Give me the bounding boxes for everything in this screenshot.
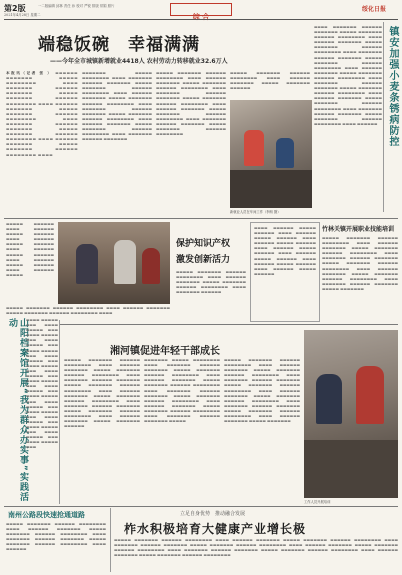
mid-body-col-1: ▬▬▬▬▬ ▬▬▬▬▬▬ ▬▬▬▬ ▬▬▬▬▬▬ ▬▬▬▬▬ ▬▬▬▬▬▬ ▬▬▬▬ ▬▬▬▬▬▬ ▬▬▬▬▬ ▬▬▬▬▬▬ ▬▬▬▬ ▬▬▬▬▬▬ ▬▬▬▬▬ ▬▬▬▬▬▬ ▬▬▬▬ ▬▬▬▬▬▬ ▬▬▬▬▬ ▬▬▬▬▬▬ ▬▬▬▬ ▬▬▬▬▬▬ ▬▬▬▬▬ [6, 222, 54, 277]
highway-headline: 南州公路段快速抢通道路 [8, 511, 85, 519]
cadre-body-col-2: ▬▬▬▬▬▬▬ ▬▬▬▬▬ ▬▬▬▬▬▬▬▬ ▬▬▬▬ ▬▬▬▬▬▬▬ ▬▬▬▬▬▬ ▬▬▬▬▬▬▬ ▬▬▬▬▬ ▬▬▬▬▬▬▬ ▬▬▬▬▬▬ ▬▬▬▬▬▬▬▬ ▬▬▬▬ ▬▬▬▬▬▬ ▬▬▬▬▬▬▬ ▬▬▬▬▬ ▬▬▬▬▬▬▬ ▬▬▬▬▬▬ ▬▬▬▬▬▬▬▬ ▬▬▬▬ ▬▬▬▬▬▬▬ ▬▬▬▬▬▬ ▬▬▬▬▬▬▬ ▬▬▬▬▬ ▬▬▬▬▬▬▬ ▬▬▬▬▬▬ ▬▬▬▬▬▬▬▬ ▬▬▬▬ ▬▬▬▬▬▬ ▬▬▬▬▬▬▬ ▬▬▬▬▬ ▬▬▬▬▬▬▬ ▬▬▬▬▬▬ ▬▬▬▬▬▬▬▬ ▬▬▬▬ ▬▬▬▬▬▬▬ ▬▬▬▬▬▬ ▬▬▬▬▬▬▬ ▬▬▬▬▬ [144, 358, 220, 424]
lead-headline: 端稳饭碗 幸福满满 [38, 35, 200, 55]
page-number: 第2版 [4, 4, 26, 13]
issue-date: 2021年4月28日 星期二 [4, 13, 41, 17]
ip-body: ▬▬▬▬▬ ▬▬▬▬▬▬▬ ▬▬▬▬▬▬ ▬▬▬▬▬▬▬▬ ▬▬▬▬ ▬▬▬▬▬▬ ▬▬▬▬▬▬▬ ▬▬▬▬▬ ▬▬▬▬▬▬▬ ▬▬▬▬▬▬ ▬▬▬▬▬▬▬▬ ▬▬▬▬ ▬▬▬▬▬▬▬ ▬▬▬▬▬▬ [176, 270, 246, 295]
right-vertical-headline: 镇安加强小麦条锈病防控 [387, 26, 398, 147]
lead-body-col-1 [6, 71, 78, 199]
photo-bottom-caption: 工作人员开展培训 [304, 500, 331, 504]
bottom-body: ▬▬▬▬▬ ▬▬▬▬▬▬▬ ▬▬▬▬▬▬ ▬▬▬▬▬▬▬▬ ▬▬▬▬ ▬▬▬▬▬▬ ▬▬▬▬▬▬▬ ▬▬▬▬▬ ▬▬▬▬▬▬▬ ▬▬▬▬▬▬ ▬▬▬▬▬▬▬▬ ▬▬▬▬ ▬▬▬▬▬▬▬ ▬▬▬▬▬▬ ▬▬▬▬▬▬▬ ▬▬▬▬▬ ▬▬▬▬▬▬▬ ▬▬▬▬▬▬ ▬▬▬▬▬▬▬▬ ▬▬▬▬ ▬▬▬▬▬▬ ▬▬▬▬▬▬▬ ▬▬▬▬▬ ▬▬▬▬▬▬▬ ▬▬▬▬▬▬ ▬▬▬▬▬▬▬▬ ▬▬▬▬ ▬▬▬▬▬▬▬ ▬▬▬▬▬▬ ▬▬▬▬▬▬▬ ▬▬▬▬▬ ▬▬▬▬▬▬▬ ▬▬▬▬▬▬ ▬▬▬▬▬▬▬▬ ▬▬▬▬ ▬▬▬▬▬▬ ▬▬▬▬▬▬▬ ▬▬▬▬▬ ▬▬▬▬▬▬▬ ▬▬▬▬▬▬ ▬▬▬▬▬▬▬▬ [114, 538, 398, 558]
photo-figure [244, 130, 264, 166]
bottom-kicker: 立足自身优势 推动融合发展 [180, 511, 246, 517]
photo-meeting [58, 222, 170, 304]
left-column-rule [59, 320, 60, 504]
divider-mid [60, 324, 398, 325]
lead-body-col-2: ▬▬▬▬▬▬▬ ▬▬▬▬▬ ▬▬▬▬▬▬▬▬ ▬▬▬▬ ▬▬▬▬▬▬▬ ▬▬▬▬▬▬ ▬▬▬▬▬▬▬ ▬▬▬▬▬ ▬▬▬▬▬▬▬ ▬▬▬▬▬▬ ▬▬▬▬▬▬▬▬ ▬▬▬▬ ▬▬▬▬▬▬ ▬▬▬▬▬▬▬ ▬▬▬▬▬ ▬▬▬▬▬▬▬ ▬▬▬▬▬▬ ▬▬▬▬▬▬▬▬ ▬▬▬▬ ▬▬▬▬▬▬▬ ▬▬▬▬▬▬ ▬▬▬▬▬▬▬ ▬▬▬▬▬ ▬▬▬▬▬▬▬ ▬▬▬▬▬▬ ▬▬▬▬▬▬▬▬ ▬▬▬▬ ▬▬▬▬▬▬ ▬▬▬▬▬▬▬ ▬▬▬▬▬ ▬▬▬▬▬▬▬ ▬▬▬▬▬▬ ▬▬▬▬▬▬▬▬ ▬▬▬▬ ▬▬▬▬▬▬▬ ▬▬▬▬▬▬ ▬▬▬▬▬▬▬ [82, 71, 152, 142]
photo-figure [76, 244, 98, 284]
mid-body-col-2: ▬▬▬▬▬ ▬▬▬▬▬▬▬ ▬▬▬▬▬▬ ▬▬▬▬▬▬▬▬ ▬▬▬▬ ▬▬▬▬▬▬ ▬▬▬▬▬▬▬ ▬▬▬▬▬ ▬▬▬▬▬▬▬ ▬▬▬▬▬▬ ▬▬▬▬▬▬▬▬ ▬▬▬▬ [6, 306, 170, 316]
bottom-headline: 柞水积极培育大健康产业增长极 [124, 522, 307, 536]
cadre-body-col-1: ▬▬▬▬▬ ▬▬▬▬▬▬▬ ▬▬▬▬▬▬ ▬▬▬▬▬▬▬▬ ▬▬▬▬ ▬▬▬▬▬▬ ▬▬▬▬▬▬▬ ▬▬▬▬▬ ▬▬▬▬▬▬▬ ▬▬▬▬▬▬ ▬▬▬▬▬▬▬▬ ▬▬▬▬ ▬▬▬▬▬▬▬ ▬▬▬▬▬▬ ▬▬▬▬▬▬▬ ▬▬▬▬▬ ▬▬▬▬▬▬▬ ▬▬▬▬▬▬ ▬▬▬▬▬▬▬▬ ▬▬▬▬ ▬▬▬▬▬▬ ▬▬▬▬▬▬▬ ▬▬▬▬▬ ▬▬▬▬▬▬▬ ▬▬▬▬▬▬ ▬▬▬▬▬▬▬▬ ▬▬▬▬ ▬▬▬▬▬▬▬ ▬▬▬▬▬▬ ▬▬▬▬▬▬▬ ▬▬▬▬▬ ▬▬▬▬▬▬▬ ▬▬▬▬▬▬ ▬▬▬▬▬▬▬▬ ▬▬▬▬ ▬▬▬▬▬▬ ▬▬▬▬▬▬▬ ▬▬▬▬▬ ▬▬▬▬▬▬▬ ▬▬▬▬▬▬ [64, 358, 140, 429]
photo-figure [142, 248, 160, 284]
photo-top-caption: 新就业人员在车间工作（李朗 摄） [230, 210, 281, 214]
right-column-rule [383, 22, 384, 212]
lead-body-col-4: ▬▬▬▬▬ ▬▬▬▬▬▬▬ ▬▬▬▬▬▬ ▬▬▬▬▬▬▬▬ ▬▬▬▬ ▬▬▬▬▬▬ ▬▬▬▬▬▬▬ ▬▬▬▬▬ ▬▬▬▬▬▬▬ ▬▬▬▬▬▬ [230, 71, 310, 91]
divider-lead [4, 218, 398, 219]
photo-figure [114, 240, 136, 284]
divider-lower [4, 506, 398, 507]
header-rule [4, 19, 398, 20]
commentary-body: ▬▬▬▬ ▬▬▬▬▬▬ ▬▬▬▬▬ ▬▬▬▬▬▬ ▬▬▬▬ ▬▬▬▬▬▬ ▬▬▬▬▬ ▬▬▬▬▬▬ ▬▬▬▬ ▬▬▬▬▬▬ ▬▬▬▬▬ ▬▬▬▬▬▬ ▬▬▬▬ ▬▬▬▬▬▬ ▬▬▬▬▬ ▬▬▬▬▬▬ ▬▬▬▬ ▬▬▬▬▬▬ ▬▬▬▬▬ ▬▬▬▬▬▬ ▬▬▬▬ ▬▬▬▬▬▬ ▬▬▬▬▬ ▬▬▬▬▬▬ ▬▬▬▬ ▬▬▬▬▬▬ ▬▬▬▬▬ ▬▬▬▬▬▬ [254, 226, 316, 276]
paper-name: 绥化日报 [362, 6, 387, 13]
lead-subhead: ——今年全市城镇新增就业4418人 农村劳动力转移就业32.6万人 [50, 58, 228, 65]
commentary-box [250, 222, 320, 322]
lead-body-col-3: ▬▬▬▬▬ ▬▬▬▬▬▬▬ ▬▬▬▬▬▬ ▬▬▬▬▬▬▬▬ ▬▬▬▬ ▬▬▬▬▬▬ ▬▬▬▬▬▬▬ ▬▬▬▬▬ ▬▬▬▬▬▬▬ ▬▬▬▬▬▬ ▬▬▬▬▬▬▬▬ ▬▬▬▬ ▬▬▬▬▬▬▬ ▬▬▬▬▬▬ ▬▬▬▬▬▬▬ ▬▬▬▬▬ ▬▬▬▬▬▬▬ ▬▬▬▬▬▬ ▬▬▬▬▬▬▬▬ ▬▬▬▬ ▬▬▬▬▬▬ ▬▬▬▬▬▬▬ ▬▬▬▬▬ ▬▬▬▬▬▬▬ ▬▬▬▬▬▬ ▬▬▬▬▬▬▬▬ ▬▬▬▬ ▬▬▬▬▬▬▬ ▬▬▬▬▬▬ ▬▬▬▬▬▬▬ ▬▬▬▬▬ ▬▬▬▬▬▬▬ ▬▬▬▬▬▬ ▬▬▬▬▬▬▬▬ [156, 71, 226, 137]
lead-body-col-right: ▬▬▬▬ ▬▬▬▬▬▬▬ ▬▬▬▬▬▬ ▬▬▬▬▬▬▬ ▬▬▬▬▬ ▬▬▬▬▬▬▬ ▬▬▬▬▬▬ ▬▬▬▬▬▬▬▬ ▬▬▬▬ ▬▬▬▬▬▬ ▬▬▬▬▬▬▬ ▬▬▬▬▬ ▬▬▬▬▬▬▬ ▬▬▬▬▬▬ ▬▬▬▬▬▬▬▬ ▬▬▬▬ ▬▬▬▬▬▬▬ ▬▬▬▬▬▬ ▬▬▬▬▬▬▬ ▬▬▬▬▬ ▬▬▬▬▬▬▬ ▬▬▬▬▬▬ ▬▬▬▬▬▬▬▬ ▬▬▬▬ ▬▬▬▬▬▬ ▬▬▬▬▬▬▬ ▬▬▬▬▬ ▬▬▬▬▬▬▬ ▬▬▬▬▬▬ ▬▬▬▬▬▬▬▬ ▬▬▬▬ ▬▬▬▬▬▬▬ ▬▬▬▬▬▬ ▬▬▬▬▬▬▬ ▬▬▬▬▬ ▬▬▬▬▬▬▬ ▬▬▬▬▬▬ ▬▬▬▬▬▬▬▬ ▬▬▬▬ ▬▬▬▬▬▬ ▬▬▬▬▬▬▬ ▬▬▬▬▬ ▬▬▬▬▬▬▬ ▬▬▬▬▬▬ ▬▬▬▬▬▬▬▬ ▬▬▬▬ ▬▬▬▬▬▬▬ ▬▬▬▬▬▬ ▬▬▬▬▬▬▬ ▬▬▬▬▬ ▬▬▬▬▬▬▬ ▬▬▬▬▬▬ ▬▬▬▬▬▬▬▬ ▬▬▬▬ ▬▬▬▬▬▬ [314, 25, 382, 126]
left-vertical-headline: 山阳档案馆开展“我为群众办实事”实践活动 [7, 318, 28, 502]
section-label [170, 3, 232, 21]
lead-byline: 本报讯（记者 张 ） [6, 71, 53, 75]
editor-line: 一二版编辑 邱林 责任 孙 校对 严锐 排版 常娟 照片 [38, 4, 115, 8]
highway-body: ▬▬▬▬▬ ▬▬▬▬▬▬▬ ▬▬▬▬▬▬ ▬▬▬▬▬▬▬▬ ▬▬▬▬ ▬▬▬▬▬▬ ▬▬▬▬▬▬▬ ▬▬▬▬▬ ▬▬▬▬▬▬▬ ▬▬▬▬▬▬ ▬▬▬▬▬▬▬▬ ▬▬▬▬ ▬▬▬▬▬▬▬ ▬▬▬▬▬▬ ▬▬▬▬▬▬▬ ▬▬▬▬▬ ▬▬▬▬▬▬▬ ▬▬▬▬▬▬ ▬▬▬▬▬▬▬▬ ▬▬▬▬ ▬▬▬▬▬▬ [6, 522, 106, 552]
bamboo-headline: 竹林关镇开展职业技能培训 [322, 226, 395, 233]
photo-factory-workers [230, 100, 312, 208]
photo-figure [316, 374, 342, 424]
cadre-body-col-3: ▬▬▬▬▬ ▬▬▬▬▬▬▬ ▬▬▬▬▬▬ ▬▬▬▬▬▬▬▬ ▬▬▬▬ ▬▬▬▬▬▬ ▬▬▬▬▬▬▬ ▬▬▬▬▬ ▬▬▬▬▬▬▬ ▬▬▬▬▬▬ ▬▬▬▬▬▬▬▬ ▬▬▬▬ ▬▬▬▬▬▬▬ ▬▬▬▬▬▬ ▬▬▬▬▬▬▬ ▬▬▬▬▬ ▬▬▬▬▬▬▬ ▬▬▬▬▬▬ ▬▬▬▬▬▬▬▬ ▬▬▬▬ ▬▬▬▬▬▬ ▬▬▬▬▬▬▬ ▬▬▬▬▬ ▬▬▬▬▬▬▬ ▬▬▬▬▬▬ ▬▬▬▬▬▬▬▬ ▬▬▬▬ ▬▬▬▬▬▬▬ ▬▬▬▬▬▬ ▬▬▬▬▬▬▬ ▬▬▬▬▬ ▬▬▬▬▬▬▬ ▬▬▬▬▬▬ ▬▬▬▬▬▬▬▬ ▬▬▬▬ ▬▬▬▬▬▬ ▬▬▬▬▬▬▬ ▬▬▬▬▬ ▬▬▬▬▬▬▬ [224, 358, 300, 424]
section-label-text: 综 合 [192, 13, 210, 21]
bottom-column-rule [110, 508, 111, 572]
bamboo-body: ▬▬▬▬▬ ▬▬▬▬▬▬▬ ▬▬▬▬▬▬ ▬▬▬▬▬▬▬▬ ▬▬▬▬ ▬▬▬▬▬▬ ▬▬▬▬▬▬▬ ▬▬▬▬▬ ▬▬▬▬▬▬▬ ▬▬▬▬▬▬ ▬▬▬▬▬▬▬▬ ▬▬▬▬ ▬▬▬▬▬▬▬ ▬▬▬▬▬▬ ▬▬▬▬▬▬▬ ▬▬▬▬▬ ▬▬▬▬▬▬▬ ▬▬▬▬▬▬ ▬▬▬▬▬▬▬▬ ▬▬▬▬ ▬▬▬▬▬▬ ▬▬▬▬▬▬▬ ▬▬▬▬▬ ▬▬▬▬▬▬▬ ▬▬▬▬▬▬ ▬▬▬▬▬▬▬▬ ▬▬▬▬ ▬▬▬▬▬▬▬ ▬▬▬▬▬▬ ▬▬▬▬▬▬▬ ▬▬▬▬▬ ▬▬▬▬▬▬▬ [322, 236, 398, 291]
left-vertical-body: ▬▬▬▬ ▬▬▬▬▬ ▬▬▬ ▬▬▬▬ ▬▬▬▬▬ ▬▬▬ ▬▬▬▬ ▬▬▬▬▬ ▬▬▬ ▬▬▬▬ ▬▬▬▬▬ ▬▬▬ ▬▬▬▬ ▬▬▬▬▬ ▬▬▬ ▬▬▬▬ ▬▬▬▬▬ ▬▬▬ ▬▬▬▬ ▬▬▬▬▬ ▬▬▬ ▬▬▬▬ ▬▬▬▬▬ ▬▬▬ ▬▬▬▬ ▬▬▬▬▬ ▬▬▬ ▬▬▬▬ ▬▬▬▬▬ ▬▬▬ ▬▬▬▬ ▬▬▬▬▬ ▬▬▬ ▬▬▬▬ ▬▬▬▬▬ ▬▬▬ ▬▬▬▬ ▬▬▬▬▬ ▬▬▬ ▬▬▬▬ ▬▬▬▬▬ ▬▬▬ ▬▬▬▬ ▬▬▬▬▬ ▬▬▬ ▬▬▬▬ ▬▬▬▬▬ ▬▬▬ ▬▬▬▬ ▬▬▬▬▬ ▬▬▬ [26, 318, 58, 450]
cadre-headline: 湘河镇促进年轻干部成长 [110, 346, 220, 357]
photo-ground [304, 440, 398, 498]
photo-figure [356, 366, 384, 424]
photo-table [230, 170, 312, 208]
photo-figure [276, 138, 294, 168]
ip-headline-line-2: 激发创新活力 [176, 255, 231, 265]
photo-training [304, 330, 398, 498]
ip-headline-line-1: 保护知识产权 [176, 239, 231, 249]
lead-body-filler: ▬▬▬▬▬▬ ▬▬▬▬▬▬▬ ▬▬▬▬▬ ▬▬▬▬▬▬▬▬ ▬▬▬▬ ▬▬▬▬▬▬▬ ▬▬▬▬▬▬ ▬▬▬▬▬▬▬ ▬▬▬▬▬ ▬▬▬▬▬▬▬ ▬▬▬▬▬▬ ▬▬▬▬▬▬▬▬ ▬▬▬▬ ▬▬▬▬▬▬ ▬▬▬▬▬▬▬ ▬▬▬▬▬ ▬▬▬▬▬▬▬ ▬▬▬▬▬▬ ▬▬▬▬▬▬▬▬ ▬▬▬▬ ▬▬▬▬▬▬▬ ▬▬▬▬▬▬ ▬▬▬▬▬▬▬ ▬▬▬▬▬ ▬▬▬▬▬▬▬ ▬▬▬▬▬▬ ▬▬▬▬▬▬▬▬ ▬▬▬▬ ▬▬▬▬▬▬ ▬▬▬▬▬▬▬ ▬▬▬▬▬ ▬▬▬▬▬▬▬ ▬▬▬▬▬▬ ▬▬▬▬▬▬▬▬ ▬▬▬▬ [6, 71, 78, 157]
